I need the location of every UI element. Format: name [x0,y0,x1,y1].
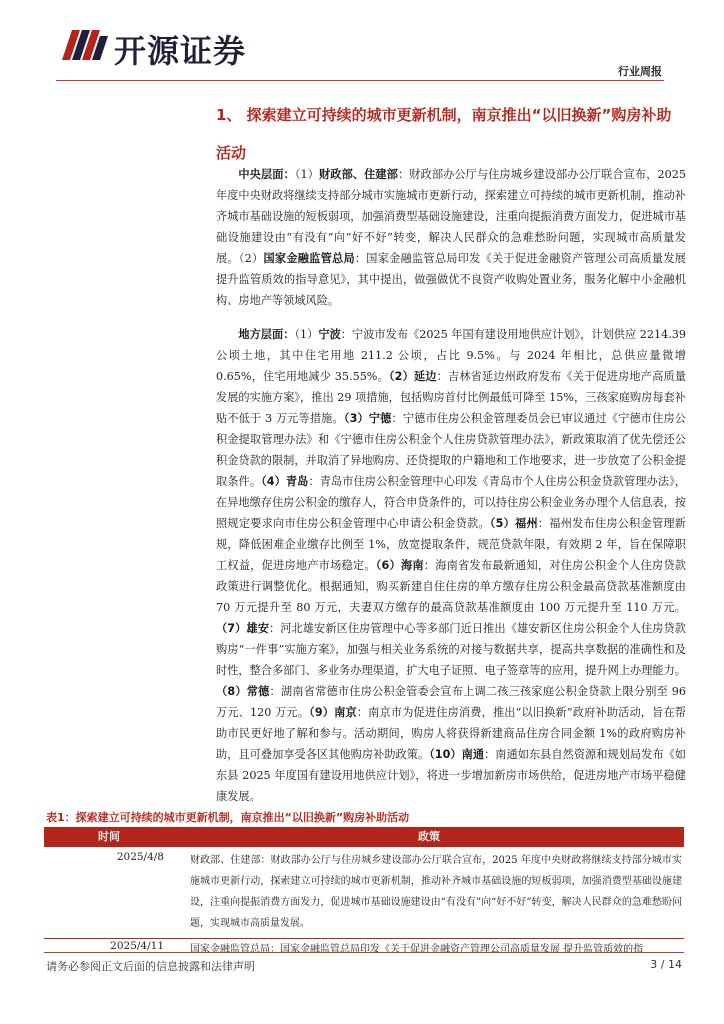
text-run: ：福州发布住房公积金管理新规，降低困难企业缴存比例至 1%，放宽提取条件，规范贷款年限，有效期 2 年，旨在保障职工权益，促进房地产市场稳定。 [216,517,686,572]
table-cell-policy: 财政部、住建部：财政部办公厅与住房城乡建设部办公厅联合宣布，2025 年度中央财政将继续支持部分城市实施城市更新行动，探索建立可持续的城市更新机制，推动补齐城市基础设施的短板弱项，加强消费型基础设施建设，注重向提振消费方面发力，促进城市基础设施建设由“有没有”向“好不好”转变，解决人民群众的急难愁盼问题，实现城市高质量发展。 [190,855,682,929]
table-header-row [44,827,684,847]
local-policy-paragraph [216,324,686,807]
bold-run: （8）常德 [216,685,270,698]
bold-run: （4）青岛 [261,475,309,488]
bold-run: （2）延边 [388,370,437,383]
bold-run: 宁波 [318,328,341,341]
text-run: ：南通如东县自然资源和规划局发布《如东县 2025 年度国有建设用地供应计划》，将进一步增加新房市场供给，促进房地产市场平稳健康发展。 [216,748,686,803]
page-header [0,0,724,84]
table-header-policy: 政策 [418,830,440,843]
section-title: 1、 探索建立可持续的城市更新机制，南京推出“以旧换新”购房补助活动 [216,106,672,162]
text-run: ：海南省发布最新通知，对住房公积金个人住房贷款政策进行调整优化。根据通知，购买新建自住住房的单方缴存住房公积金最高贷款基准额度由 70 万元提升至 80 万元，夫妻双方缴存的最高贷款基准额度由 100 万元提升至 110 万元。 [216,559,686,614]
header-divider [56,80,664,81]
table-row [44,847,684,939]
logo-mark-icon [58,22,110,68]
text-run: （1） [294,168,319,181]
text-run: ：南京市为促进住房消费，推出“以旧换新”政府补助活动，旨在帮助市民更好地了解和参与。活动期间，购房人将获得新建商品住房合同金额 1%的政府购房补助，且可叠加享受各区其他购房补助政策。 [216,706,686,761]
table-cell-policy: 国家金融监管总局：国家金融监管总局印发《关于促进金融资产管理公司高质量发展 提升监管质效的指 [190,944,644,955]
table-cell-time: 2025/4/11 [110,940,164,952]
report-type-label: 行业周报 [618,65,662,78]
text-run: ：财政部办公厅与住房城乡建设部办公厅联合宣布，2025 年度中央财政将继续支持部分城市实施城市更新行动，探索建立可持续的城市更新机制，推动补齐城市基础设施的短板弱项，加强消费型基础设施建设，注重向提振消费方面发力，促进城市基础设施建设由“有没有”向“好不好”转变，解决人民群众的急难愁盼问题，实现城市高质量发展。（2） [216,168,686,265]
text-run: ：宁德市住房公积金管理委员会已审议通过《宁德市住房公积金提取管理办法》和《宁德市住房公积金个人住房贷款管理办法》，新政策取消了优先偿还公积金贷款的限制，并取消了异地购房、还贷提取的户籍地和工作地要求，进一步放宽了公积金提取条件。 [216,412,686,488]
bold-run: 国家金融监管总局 [263,252,355,265]
bold-run: （10）南通 [429,748,485,761]
bold-run: （5）福州 [489,517,538,530]
footer-disclaimer: 请务必参阅正文后面的信息披露和法律声明 [46,960,255,973]
bold-run: 中央层面： [238,168,295,181]
logo-text: 开源证券 [114,32,247,70]
table-cell-time: 2025/4/8 [116,851,164,863]
text-run: （1） [294,328,319,341]
text-run: ：青岛市住房公积金管理中心印发《青岛市个人住房公积金贷款管理办法》，在异地缴存住房公积金的缴存人，符合申贷条件的，可以持住房公积金业务办理个人信息表，按照规定要求向市住房公积金管理中心申请公积金贷款。 [216,475,686,530]
text-run: ：湖南省常德市住房公积金管委会宣布上调二孩三孩家庭公积金贷款上限分别至 96 万元、120 万元。 [216,685,686,719]
bold-run: 财政部、住建部 [319,168,398,181]
bold-run: （6）海南 [375,559,424,572]
bold-run: （7）雄安 [216,622,269,635]
table-header-time: 时间 [98,830,120,843]
footer-divider [44,952,684,953]
company-logo [58,22,278,68]
text-run: ：宁波市发布《2025 年国有建设用地供应计划》，计划供应 2214.39 公顷土地，其中住宅用地 211.2 公顷，占比 9.5%。与 2024 年相比，总供应量微增 0.65%，住宅用地减少 35.55%。 [216,328,686,383]
policy-table [44,827,684,959]
text-run: ：河北雄安新区住房管理中心等多部门近日推出《雄安新区住房公积金个人住房贷款购房“一件事”实施方案》，加强与相关业务系统的对接与数据共享，提高共享数据的准确性和及时性，整合多部门、多业务办理渠道，扩大电子证照、电子签章等的应用，提升网上办理能力。 [216,622,686,677]
text-run: ：国家金融监管总局印发《关于促进金融资产管理公司高质量发展 提升监管质效的指导意见》，其中提出，做强做优不良资产收购处置业务，服务化解中小金融机构、房地产等领域风险。 [216,252,686,307]
text-run: ：吉林省延边州政府发布《关于促进房地产高质量发展的实施方案》，推出 29 项措施，包括购房首付比例最低可降至 15%，三孩家庭购房每套补贴不低于 3 万元等措施。 [216,370,686,425]
central-policy-paragraph [216,164,686,311]
page-number: 3 / 14 [650,958,682,971]
table-row [44,939,684,959]
table-caption: 表1：探索建立可持续的城市更新机制，南京推出“以旧换新”购房补助活动 [46,811,410,824]
bold-run: （3）宁德 [343,412,392,425]
bold-run: 地方层面： [238,328,295,341]
bold-run: （9）南京 [309,706,357,719]
